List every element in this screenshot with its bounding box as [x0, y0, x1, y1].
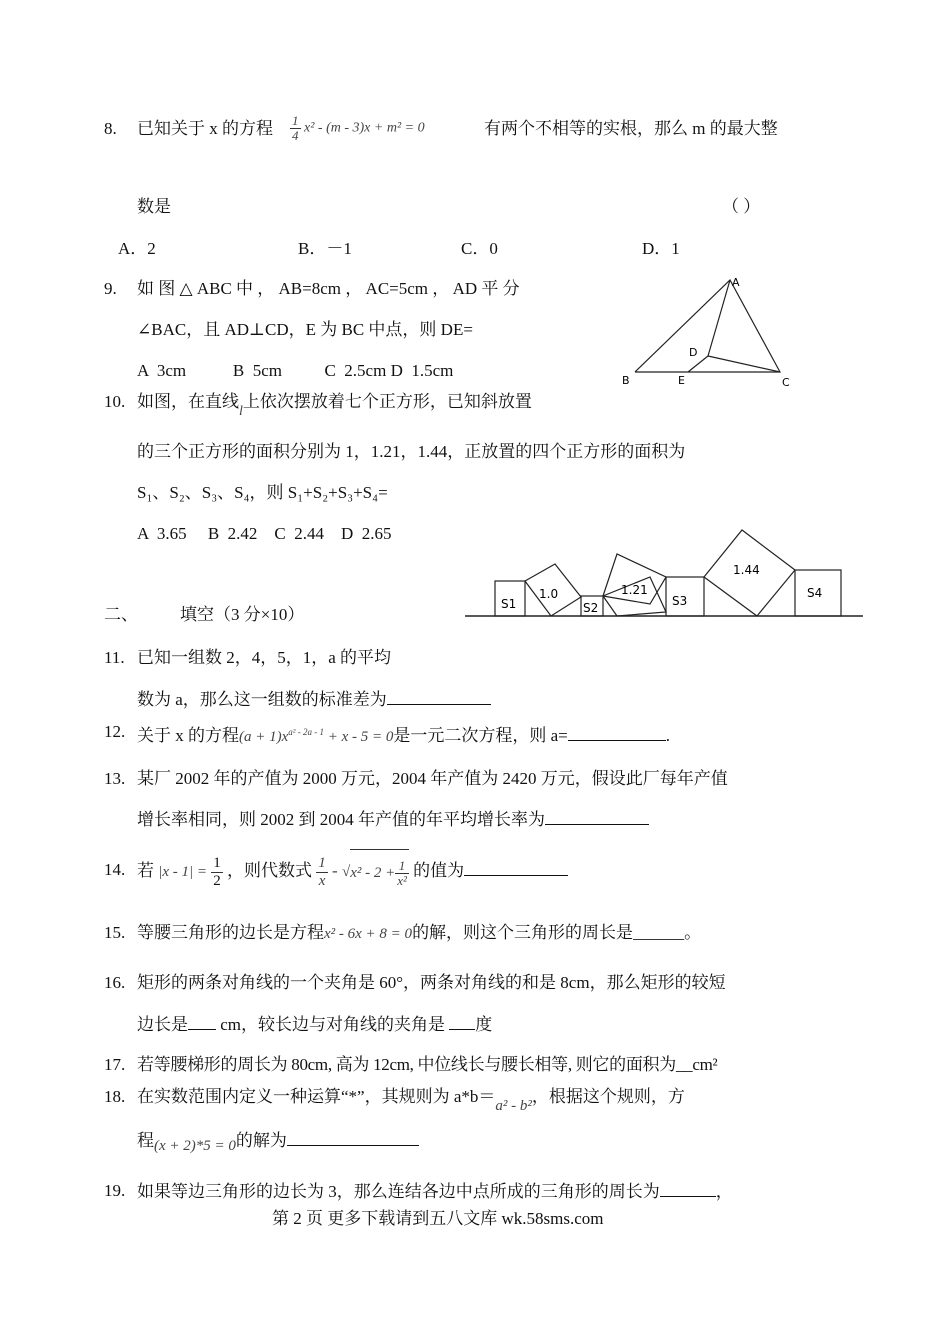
label-d: D [689, 346, 698, 359]
question-number: 12. [104, 722, 126, 741]
question-text: 已知一组数 2，4，5，1，a 的平均 [137, 648, 392, 667]
question-text: 数是 [137, 197, 171, 216]
fraction: $\frac{1}{\text{x²}}$ [397, 858, 407, 889]
question-text: 增长率相同，则 2002 到 2004 年产值的年平均增长率为 [137, 808, 649, 831]
squares-figure [465, 524, 865, 624]
question-text: 程(x + 2)*5 = 0的解为 [137, 1129, 419, 1153]
answer-bracket: （ ） [722, 197, 761, 216]
answer-blank [449, 1013, 475, 1030]
label-s3: S3 [672, 594, 688, 608]
label-1-0: 1.0 [539, 587, 559, 601]
answer-blank [660, 1180, 716, 1197]
question-text: 在实数范围内定义一种运算“*”，其规则为 a*b＝a² - b²，根据这个规则，方 [137, 1087, 685, 1114]
question-text: 有两个不相等的实根，那么 m 的最大整 [484, 119, 778, 138]
question-text: 的三个正方形的面积分别为 1，1.21，1.44，正放置的四个正方形的面积为 [137, 442, 686, 461]
question-number: 10. [104, 392, 126, 411]
question-text: 已知关于 x 的方程 [137, 119, 273, 138]
options: A 3cm B 5cm C 2.5cm D 1.5cm [137, 361, 454, 380]
question-text: 数为 a，那么这一组数的标准差为 [137, 688, 491, 711]
options: A 3.65 B 2.42 C 2.44 D 2.65 [137, 524, 392, 543]
question-text: 如图，在直线$_l$上依次摆放着七个正方形，已知斜放置 [137, 392, 532, 419]
question-number: 8. [104, 119, 117, 138]
question-text: 若等腰梯形的周长为 80cm, 高为 12cm, 中位线长与腰长相等, 则它的面积为__cm² [137, 1055, 718, 1074]
fraction: $\frac{1}{2}$ [213, 854, 221, 889]
answer-blank [387, 688, 491, 705]
label-a: A [732, 276, 740, 289]
equation: $\frac{1}{4}$ x² - (m - 3)x + m² = 0 [292, 113, 425, 143]
question-number: 18. [104, 1087, 126, 1106]
label-s4: S4 [807, 586, 823, 600]
square-root: √x² - 2 + $\frac{1}{\text{x²}}$ [342, 864, 409, 880]
answer-blank [188, 1013, 216, 1030]
answer-blank [464, 859, 568, 876]
label-1-44: 1.44 [733, 563, 760, 577]
option-c: C．0 [461, 239, 498, 258]
question-number: 11. [104, 648, 125, 667]
question-text: 矩形的两条对角线的一个夹角是 60°，两条对角线的和是 8cm，那么矩形的较短 [137, 973, 726, 992]
answer-blank [287, 1129, 419, 1146]
label-1-21: 1.21 [621, 583, 648, 597]
question-number: 15. [104, 923, 126, 942]
question-number: 9. [104, 279, 117, 298]
question-text: 若 |x - 1| = $\frac{1}{2}$ ，则代数式 $\frac{1}{x}$ - √x² - 2 + $\frac{1}{\text{x²}}$ 的值为 [137, 848, 568, 896]
question-text: 关于 x 的方程$(a + 1)x^{a^2 - 2a - 1} + x - 5 = 0$是一元二次方程，则 a= . [137, 726, 671, 745]
question-number: 17. [104, 1055, 126, 1074]
option-a: A．2 [118, 239, 156, 258]
question-number: 13. [104, 769, 126, 788]
section-title: 填空（3 分×10） [180, 605, 305, 624]
question-number: 14. [104, 860, 126, 879]
page-footer: 第 2 页 更多下载请到五八文库 wk.58sms.com [272, 1209, 604, 1228]
option-d: D．1 [642, 239, 680, 258]
question-text: 如 图 △ ABC 中 ， AB=8cm ， AC=5cm ， AD 平 分 [137, 279, 520, 298]
question-text: S₁、S₂、S₃、S₄，则 S₁+S₂+S₃+S₄= [137, 483, 388, 502]
label-b: B [622, 374, 630, 387]
question-number: 16. [104, 973, 126, 992]
answer-blank [568, 724, 666, 741]
question-text: ∠BAC，且 AD⊥CD，E 为 BC 中点，则 DE= [137, 320, 473, 339]
fraction: $\frac{1}{x}$ [318, 854, 326, 889]
label-e: E [678, 374, 685, 387]
label-s2: S2 [583, 601, 599, 615]
question-text: 某厂 2002 年的产值为 2000 万元，2004 年产值为 2420 万元，假设此厂每年产值 [137, 769, 728, 788]
question-text: 等腰三角形的边长是方程x² - 6x + 8 = 0的解，则这个三角形的周长是______。 [137, 923, 702, 942]
fraction: $\frac{1}{4}$ [292, 113, 299, 143]
triangle-figure [618, 270, 808, 392]
question-text: 如果等边三角形的边长为 3，那么连结各边中点所成的三角形的周长为 ， [137, 1182, 733, 1201]
answer-blank [545, 808, 649, 825]
section-index: 二、 [104, 605, 138, 624]
option-b: B．－1 [298, 239, 352, 258]
label-c: C [782, 376, 790, 389]
question-number: 19. [104, 1181, 126, 1200]
question-text: 边长是 cm，较长边与对角线的夹角是 度 [137, 1015, 493, 1034]
label-s1: S1 [501, 597, 517, 611]
